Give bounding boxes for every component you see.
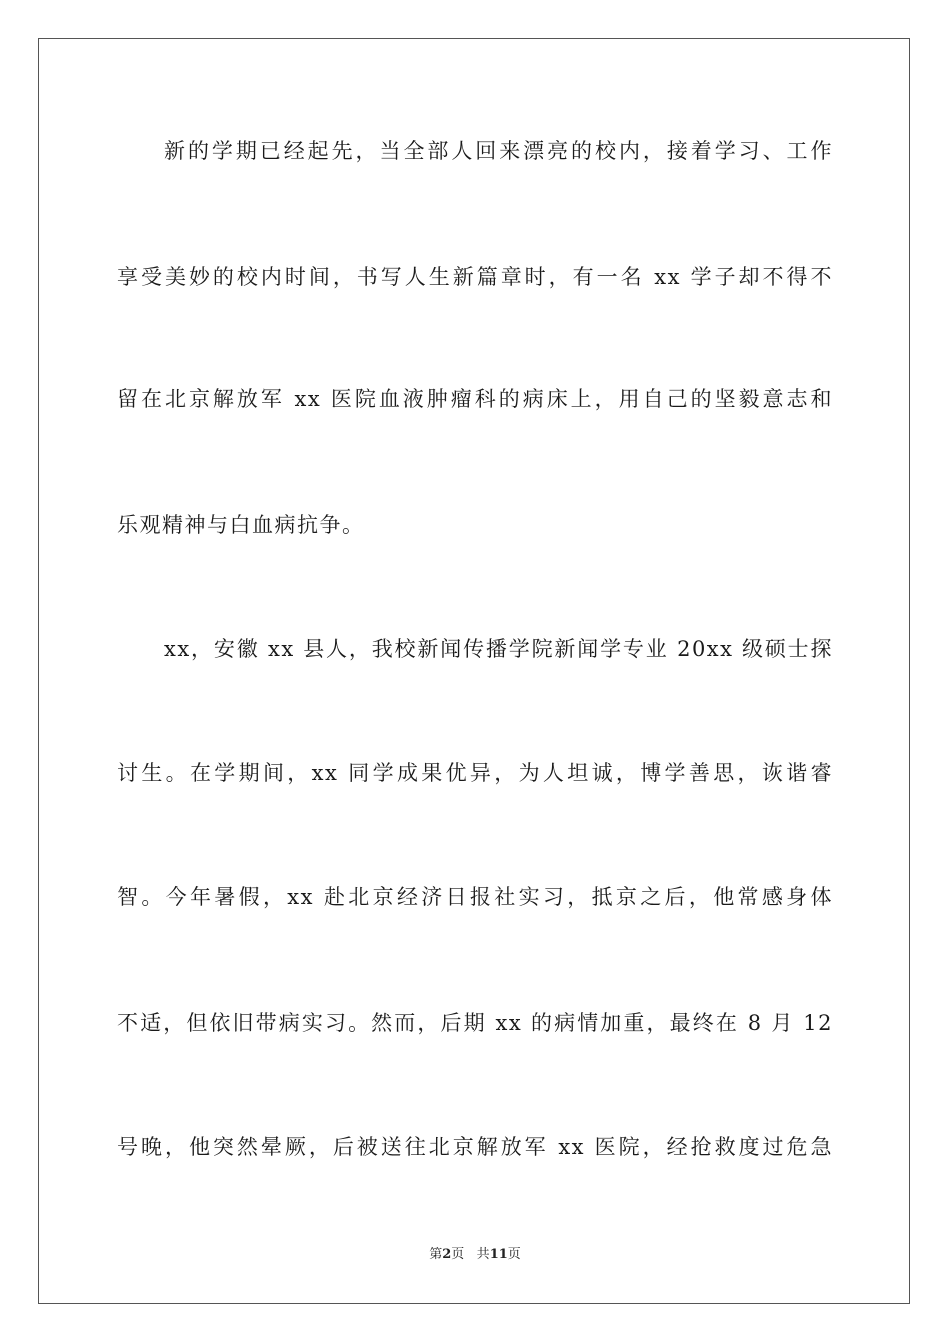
page-unit: 页 [451,1247,465,1262]
paragraph-2-line-4: 不适，但依旧带病实习。然而，后期 xx 的病情加重，最终在 8 月 12 [117,1011,833,1035]
paragraph-2-line-5: 号晚，他突然晕厥，后被送往北京解放军 xx 医院，经抢救度过危急 [117,1135,833,1159]
total-unit: 页 [507,1247,521,1262]
paragraph-1-line-3: 留在北京解放军 xx 医院血液肿瘤科的病床上，用自己的坚毅意志和 [117,387,833,411]
paragraph-1-line-2: 享受美妙的校内时间，书写人生新篇章时，有一名 xx 学子却不得不 [117,265,833,289]
page-footer [0,1246,950,1264]
paragraph-2-line-1: xx，安徽 xx 县人，我校新闻传播学院新闻学专业 20xx 级硕士探 [164,637,833,661]
page-current-number: 2 [442,1247,452,1262]
paragraph-1-line-4: 乐观精神与白血病抗争。 [117,513,365,537]
paragraph-2-line-2: 讨生。在学期间，xx 同学成果优异，为人坦诚，博学善思，诙谐睿 [117,761,833,785]
total-prefix: 共 [476,1247,490,1262]
paragraph-2-line-3: 智。今年暑假，xx 赴北京经济日报社实习，抵京之后，他常感身体 [117,885,833,909]
page-total-number: 11 [489,1247,508,1262]
paragraph-1-line-1: 新的学期已经起先，当全部人回来漂亮的校内，接着学习、工作 [164,139,833,163]
page-prefix: 第 [429,1247,443,1262]
page-frame [38,38,910,1304]
